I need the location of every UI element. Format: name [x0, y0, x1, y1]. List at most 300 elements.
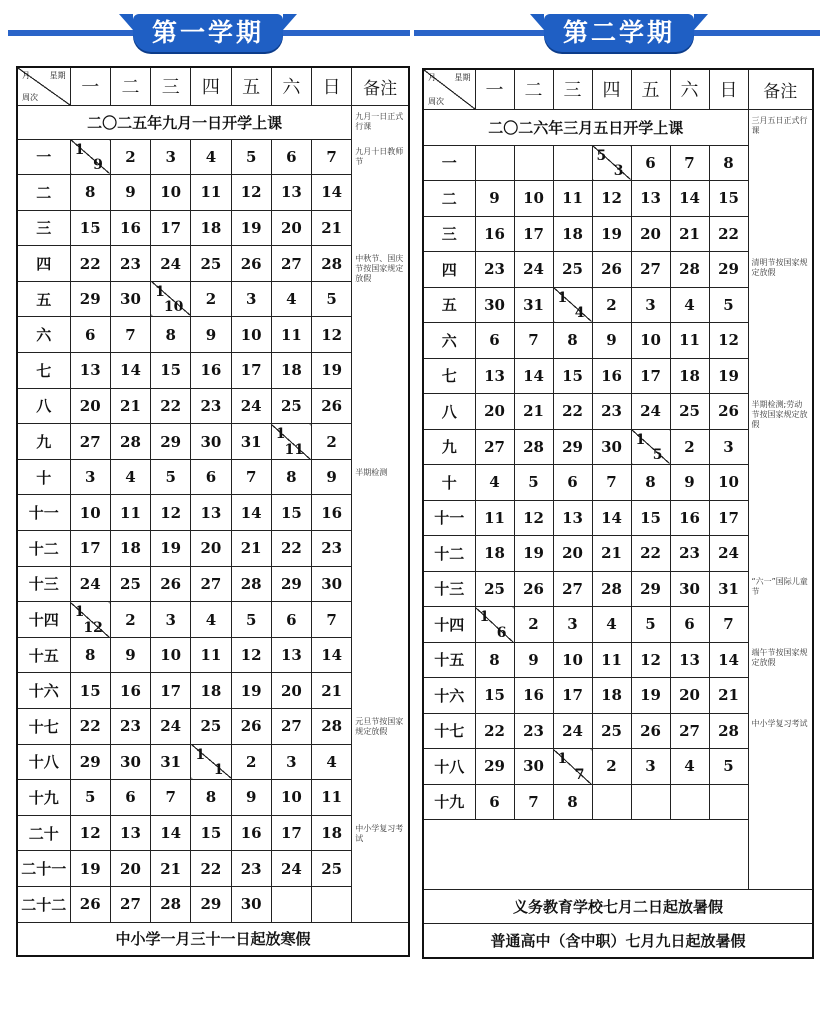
- day-cell: 30: [110, 281, 150, 317]
- day-cell: 11: [553, 181, 592, 217]
- day-cell: 19: [312, 353, 352, 389]
- day-cell: 28: [312, 709, 352, 745]
- month-start-cell: [271, 424, 311, 460]
- week-label: 二十: [17, 815, 70, 851]
- day-cell: 15: [631, 500, 670, 536]
- week-label: 十: [17, 459, 70, 495]
- day-cell: 26: [151, 566, 191, 602]
- day-cell: 7: [709, 607, 748, 643]
- day-cell: 13: [553, 500, 592, 536]
- weekday-header: 二: [514, 69, 553, 109]
- remark-header: 备注: [352, 67, 409, 105]
- day-cell: 14: [514, 358, 553, 394]
- day-number: 1: [479, 609, 490, 625]
- day-cell: 12: [70, 815, 110, 851]
- day-cell: 5: [151, 459, 191, 495]
- day-cell: 13: [70, 353, 110, 389]
- term-start-text: 二〇二五年九月一日开学上课: [17, 105, 352, 139]
- day-cell: 24: [553, 713, 592, 749]
- week-row: [17, 210, 409, 246]
- day-cell: 11: [271, 317, 311, 353]
- day-cell: 16: [110, 673, 150, 709]
- day-cell: 21: [151, 851, 191, 887]
- month-number: 5: [652, 447, 663, 463]
- day-cell: 8: [553, 323, 592, 359]
- day-cell: 29: [70, 281, 110, 317]
- day-cell: 20: [631, 216, 670, 252]
- day-cell: 14: [151, 815, 191, 851]
- day-cell: 29: [631, 571, 670, 607]
- day-cell: 2: [312, 424, 352, 460]
- day-cell: 7: [312, 139, 352, 175]
- week-label: 六: [17, 317, 70, 353]
- week-row: [17, 886, 409, 922]
- day-cell: 30: [312, 566, 352, 602]
- day-cell: 18: [553, 216, 592, 252]
- day-cell: 24: [151, 709, 191, 745]
- week-label: 六: [423, 323, 475, 359]
- day-cell: 3: [553, 607, 592, 643]
- day-cell: 21: [709, 678, 748, 714]
- day-cell: 14: [110, 353, 150, 389]
- remark-note: 端午节按国家规定放假: [751, 648, 808, 667]
- day-cell: 6: [631, 145, 670, 181]
- day-cell: 3: [631, 749, 670, 785]
- day-cell: 17: [151, 210, 191, 246]
- week-label: 十二: [423, 536, 475, 572]
- remark-note: 九月一日正式行课: [355, 111, 404, 131]
- weekday-header: 六: [670, 69, 709, 109]
- month-number: 11: [284, 441, 305, 458]
- day-cell: 14: [312, 637, 352, 673]
- remark-note: 清明节按国家规定放假: [751, 257, 808, 277]
- day-cell: [271, 886, 311, 922]
- day-cell: 28: [514, 429, 553, 465]
- day-cell: 5: [709, 749, 748, 785]
- day-cell: 9: [670, 465, 709, 501]
- day-cell: 10: [514, 181, 553, 217]
- day-cell: 4: [475, 465, 514, 501]
- remark-note: 三月五日正式行课: [751, 115, 808, 135]
- month-start-cell: [553, 749, 592, 785]
- day-cell: 11: [592, 642, 631, 678]
- day-cell: 28: [151, 886, 191, 922]
- month-start-cell: [553, 287, 592, 323]
- day-cell: 20: [553, 536, 592, 572]
- corner-week-label: 周次: [428, 96, 444, 106]
- month-number: 6: [496, 624, 507, 641]
- month-start-cell: [151, 281, 191, 317]
- remark-note: 半期检测;劳动节按国家规定放假: [751, 399, 808, 429]
- day-cell: 16: [475, 216, 514, 252]
- term1-title: 第一学期: [133, 14, 283, 52]
- day-cell: 7: [670, 145, 709, 181]
- day-cell: 24: [514, 252, 553, 288]
- term-start-text: 二〇二六年三月五日开学上课: [423, 109, 748, 145]
- week-label: 十八: [423, 749, 475, 785]
- day-cell: 20: [191, 531, 231, 567]
- week-label: 十五: [423, 642, 475, 678]
- day-cell: 17: [553, 678, 592, 714]
- day-cell: 2: [231, 744, 271, 780]
- week-row: [17, 637, 409, 673]
- weekday-header: 六: [271, 67, 311, 105]
- day-cell: 31: [514, 287, 553, 323]
- week-row: [17, 780, 409, 816]
- day-cell: 12: [631, 642, 670, 678]
- day-cell: 24: [151, 246, 191, 282]
- day-cell: 5: [514, 465, 553, 501]
- day-cell: 27: [110, 886, 150, 922]
- week-row: [17, 281, 409, 317]
- day-cell: 29: [191, 886, 231, 922]
- day-cell: 2: [110, 602, 150, 638]
- day-cell: 11: [670, 323, 709, 359]
- day-cell: 28: [110, 424, 150, 460]
- day-cell: 24: [631, 394, 670, 430]
- day-cell: 16: [670, 500, 709, 536]
- day-cell: 6: [475, 323, 514, 359]
- term2-title: 第二学期: [544, 14, 694, 52]
- day-cell: 6: [191, 459, 231, 495]
- week-label: 十二: [17, 531, 70, 567]
- month-number: 10: [163, 299, 184, 316]
- remark-note: 中小学复习考试: [751, 719, 808, 728]
- week-label: 四: [423, 252, 475, 288]
- week-label: 九: [423, 429, 475, 465]
- day-cell: 26: [709, 394, 748, 430]
- day-cell: 16: [231, 815, 271, 851]
- day-cell: 3: [271, 744, 311, 780]
- day-cell: 21: [592, 536, 631, 572]
- remarks-column: [352, 105, 409, 922]
- day-cell: 14: [231, 495, 271, 531]
- week-label: 二十一: [17, 851, 70, 887]
- day-cell: 26: [231, 246, 271, 282]
- week-label: 十六: [17, 673, 70, 709]
- day-cell: 25: [592, 713, 631, 749]
- week-label: 二: [423, 181, 475, 217]
- week-row: [17, 602, 409, 638]
- day-cell: 17: [514, 216, 553, 252]
- day-cell: 19: [592, 216, 631, 252]
- day-cell: 3: [231, 281, 271, 317]
- day-cell: 15: [151, 353, 191, 389]
- week-row: [17, 459, 409, 495]
- day-cell: 17: [271, 815, 311, 851]
- day-cell: 2: [514, 607, 553, 643]
- day-cell: 2: [592, 287, 631, 323]
- day-cell: 22: [631, 536, 670, 572]
- day-cell: 29: [151, 424, 191, 460]
- day-number: 1: [275, 426, 286, 443]
- day-cell: 21: [110, 388, 150, 424]
- month-number: 4: [574, 305, 585, 321]
- day-cell: 6: [475, 784, 514, 820]
- day-cell: 30: [110, 744, 150, 780]
- week-label: 十五: [17, 637, 70, 673]
- corner-weekday-label: 星期: [454, 73, 471, 82]
- weekday-header: 三: [151, 67, 191, 105]
- weekday-header: 二: [110, 67, 150, 105]
- day-cell: 19: [709, 358, 748, 394]
- day-cell: 15: [70, 210, 110, 246]
- week-row: [17, 388, 409, 424]
- day-cell: 18: [191, 210, 231, 246]
- day-cell: 13: [110, 815, 150, 851]
- weekday-header: 三: [553, 69, 592, 109]
- day-cell: [312, 886, 352, 922]
- day-cell: 10: [70, 495, 110, 531]
- week-label: 一: [423, 145, 475, 181]
- corner-week-label: 周次: [22, 92, 38, 102]
- week-label: 十三: [423, 571, 475, 607]
- day-cell: 30: [231, 886, 271, 922]
- day-number: 1: [74, 604, 85, 621]
- day-cell: 2: [670, 429, 709, 465]
- week-row: [17, 744, 409, 780]
- day-cell: 15: [191, 815, 231, 851]
- day-cell: 4: [191, 602, 231, 638]
- day-number: 1: [635, 431, 646, 448]
- day-cell: 10: [231, 317, 271, 353]
- day-cell: 17: [709, 500, 748, 536]
- day-cell: 4: [271, 281, 311, 317]
- day-cell: 29: [709, 252, 748, 288]
- day-cell: 4: [670, 287, 709, 323]
- day-cell: 22: [191, 851, 231, 887]
- day-cell: 23: [514, 713, 553, 749]
- day-cell: 31: [151, 744, 191, 780]
- remark-note: 九月十日教师节: [355, 147, 404, 167]
- day-cell: 8: [475, 642, 514, 678]
- day-cell: 19: [631, 678, 670, 714]
- month-start-cell: [631, 429, 670, 465]
- day-cell: 6: [553, 465, 592, 501]
- day-cell: 7: [110, 317, 150, 353]
- day-cell: 17: [70, 531, 110, 567]
- day-cell: 14: [312, 175, 352, 211]
- week-row: [17, 709, 409, 745]
- week-row: [17, 317, 409, 353]
- week-label: 二: [17, 175, 70, 211]
- month-number: 1: [213, 762, 224, 779]
- day-cell: 26: [312, 388, 352, 424]
- day-cell: 24: [70, 566, 110, 602]
- term2-calendar-table: [422, 68, 814, 959]
- day-cell: 6: [110, 780, 150, 816]
- day-cell: 29: [70, 744, 110, 780]
- week-label: 十九: [17, 780, 70, 816]
- day-cell: 12: [231, 175, 271, 211]
- week-label: 十四: [423, 607, 475, 643]
- day-cell: [514, 145, 553, 181]
- weekday-header: 一: [70, 67, 110, 105]
- week-label: 一: [17, 139, 70, 175]
- day-cell: 8: [271, 459, 311, 495]
- day-cell: 20: [271, 210, 311, 246]
- day-cell: 3: [151, 139, 191, 175]
- term1-calendar-table: [16, 66, 410, 957]
- day-cell: 24: [709, 536, 748, 572]
- week-label: 五: [423, 287, 475, 323]
- day-cell: 12: [312, 317, 352, 353]
- day-cell: 12: [592, 181, 631, 217]
- week-row: [17, 246, 409, 282]
- day-cell: 21: [312, 673, 352, 709]
- day-cell: 25: [670, 394, 709, 430]
- day-cell: 27: [553, 571, 592, 607]
- day-cell: [475, 145, 514, 181]
- day-cell: 25: [110, 566, 150, 602]
- day-cell: 29: [271, 566, 311, 602]
- month-number: 9: [93, 157, 103, 174]
- day-cell: 27: [191, 566, 231, 602]
- day-cell: 29: [553, 429, 592, 465]
- day-cell: 10: [151, 175, 191, 211]
- day-cell: 14: [709, 642, 748, 678]
- day-cell: 7: [231, 459, 271, 495]
- day-cell: 13: [670, 642, 709, 678]
- week-row: [17, 673, 409, 709]
- week-row: [17, 424, 409, 460]
- week-label: 十六: [423, 678, 475, 714]
- week-label: 八: [17, 388, 70, 424]
- day-cell: 9: [475, 181, 514, 217]
- month-start-cell: [70, 139, 110, 175]
- day-cell: 11: [110, 495, 150, 531]
- day-cell: 15: [553, 358, 592, 394]
- week-label: 十七: [17, 709, 70, 745]
- day-cell: 30: [191, 424, 231, 460]
- week-label: 七: [17, 353, 70, 389]
- day-cell: 16: [191, 353, 231, 389]
- day-cell: 28: [231, 566, 271, 602]
- day-cell: 19: [151, 531, 191, 567]
- day-cell: 18: [271, 353, 311, 389]
- day-cell: 10: [271, 780, 311, 816]
- week-label: 三: [17, 210, 70, 246]
- remark-note: 中小学复习考试: [355, 823, 404, 843]
- day-cell: 14: [592, 500, 631, 536]
- term-footer-text: 义务教育学校七月二日起放暑假: [423, 890, 813, 924]
- day-cell: 24: [271, 851, 311, 887]
- week-label: 十九: [423, 784, 475, 820]
- day-cell: 19: [231, 210, 271, 246]
- day-cell: 25: [475, 571, 514, 607]
- day-cell: 25: [191, 246, 231, 282]
- week-row: [17, 139, 409, 175]
- day-cell: 25: [191, 709, 231, 745]
- day-cell: 22: [271, 531, 311, 567]
- week-label: 十一: [17, 495, 70, 531]
- day-cell: 18: [312, 815, 352, 851]
- week-row: [17, 353, 409, 389]
- day-cell: 3: [151, 602, 191, 638]
- day-cell: 7: [151, 780, 191, 816]
- day-cell: 27: [631, 252, 670, 288]
- week-label: 二十二: [17, 886, 70, 922]
- day-cell: 20: [271, 673, 311, 709]
- day-cell: 19: [514, 536, 553, 572]
- weekday-header: 四: [191, 67, 231, 105]
- weekday-header: 一: [475, 69, 514, 109]
- remark-note: 元旦节按国家规定放假: [355, 716, 404, 736]
- day-cell: 25: [312, 851, 352, 887]
- day-cell: [592, 784, 631, 820]
- weekday-header: 五: [231, 67, 271, 105]
- day-cell: 10: [553, 642, 592, 678]
- weekday-header: 日: [312, 67, 352, 105]
- day-cell: [709, 784, 748, 820]
- term-footer-text: 中小学一月三十一日起放寒假: [17, 922, 409, 956]
- day-cell: 12: [514, 500, 553, 536]
- day-cell: 8: [709, 145, 748, 181]
- day-cell: 22: [709, 216, 748, 252]
- day-cell: 7: [592, 465, 631, 501]
- day-cell: 5: [70, 780, 110, 816]
- day-cell: 4: [110, 459, 150, 495]
- month-start-cell: [70, 602, 110, 638]
- day-cell: 31: [231, 424, 271, 460]
- day-cell: 20: [475, 394, 514, 430]
- week-label: 四: [17, 246, 70, 282]
- day-cell: 8: [70, 637, 110, 673]
- day-cell: 10: [709, 465, 748, 501]
- day-cell: 5: [631, 607, 670, 643]
- day-cell: 16: [110, 210, 150, 246]
- day-cell: 10: [151, 637, 191, 673]
- day-cell: 30: [592, 429, 631, 465]
- day-cell: 24: [231, 388, 271, 424]
- corner-weekday-label: 星期: [49, 71, 66, 80]
- week-label: 三: [423, 216, 475, 252]
- weekday-header: 四: [592, 69, 631, 109]
- month-number: 3: [613, 163, 624, 179]
- week-row: [17, 175, 409, 211]
- day-cell: 13: [271, 175, 311, 211]
- weekday-header: 日: [709, 69, 748, 109]
- day-cell: 5: [231, 139, 271, 175]
- corner-cell: [17, 67, 70, 105]
- week-label: 五: [17, 281, 70, 317]
- day-number: 5: [596, 147, 607, 164]
- day-cell: 3: [709, 429, 748, 465]
- day-cell: 5: [312, 281, 352, 317]
- day-cell: 4: [592, 607, 631, 643]
- day-cell: 28: [670, 252, 709, 288]
- week-label: 十: [423, 465, 475, 501]
- day-cell: 26: [70, 886, 110, 922]
- day-cell: 3: [70, 459, 110, 495]
- day-cell: 9: [231, 780, 271, 816]
- day-cell: 4: [312, 744, 352, 780]
- day-number: 1: [557, 289, 568, 306]
- day-cell: 25: [271, 388, 311, 424]
- day-cell: 23: [312, 531, 352, 567]
- corner-month-label: 月: [22, 71, 30, 80]
- day-cell: 22: [475, 713, 514, 749]
- day-cell: 12: [709, 323, 748, 359]
- day-cell: 26: [514, 571, 553, 607]
- day-cell: 20: [670, 678, 709, 714]
- day-cell: 26: [631, 713, 670, 749]
- remark-note: 半期检测: [355, 467, 388, 477]
- day-cell: 12: [151, 495, 191, 531]
- day-cell: 9: [110, 175, 150, 211]
- day-cell: 17: [151, 673, 191, 709]
- day-cell: 26: [592, 252, 631, 288]
